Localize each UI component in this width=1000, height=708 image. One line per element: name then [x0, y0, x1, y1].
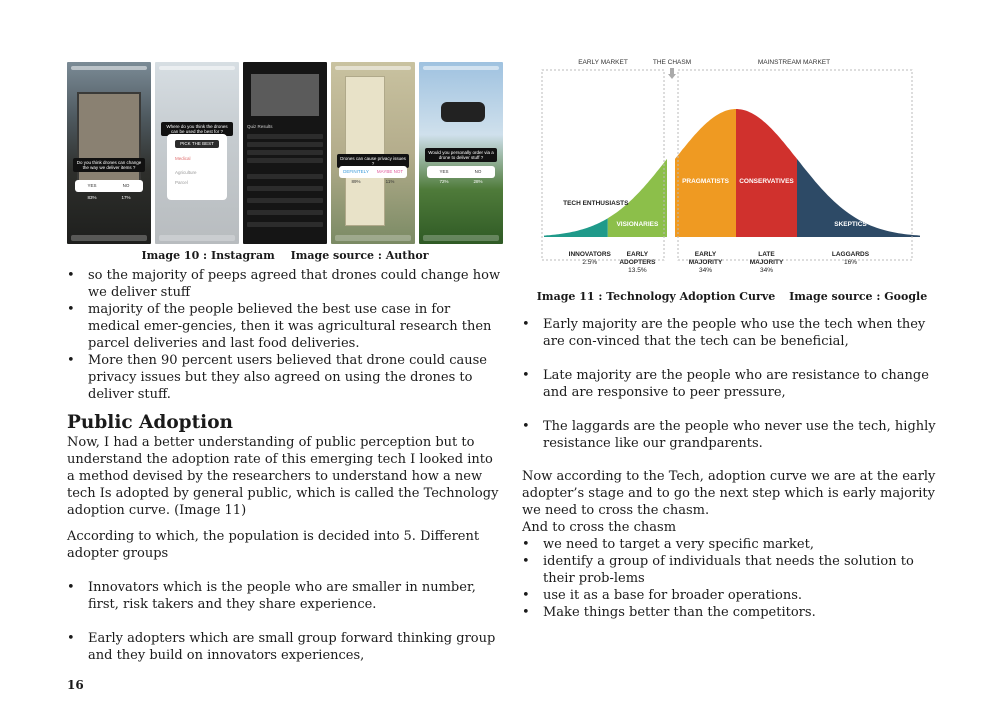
- list-item: • The laggards are the people who never use the tech, highly resistance like our grandparents.: [522, 418, 942, 452]
- section-heading: Public Adoption: [67, 412, 233, 433]
- poll-percent: 89%: [351, 179, 361, 184]
- category-percent: 2.5%: [582, 259, 598, 266]
- story-screenshot-4: [331, 62, 415, 244]
- poll-question: Drones can cause privacy issues ?: [337, 154, 409, 168]
- category-label: INNOVATORS: [568, 251, 611, 258]
- drone-photo: [441, 102, 485, 122]
- story-screenshot-2: [155, 62, 239, 244]
- caption-title: Image 11 : Technology Adoption Curve: [536, 290, 776, 303]
- poll-percent: 17%: [121, 195, 131, 200]
- category-percent: 34%: [698, 267, 713, 274]
- segment-label: TECH ENTHUSIASTS: [563, 200, 629, 207]
- category-label: EARLY: [694, 251, 717, 258]
- list-item: • majority of the people believed the best use case in for medical emer-gencies, then it was agricultural research then parcel deliveries and last food deliveries.: [67, 301, 503, 352]
- poll-results: [427, 178, 495, 186]
- list-item: • More then 90 percent users believed that drone could cause privacy issues but they also agreed on using the drones to deliver stuff.: [67, 352, 503, 403]
- door-photo: [345, 76, 385, 226]
- segment-label: VISIONARIES: [616, 221, 659, 228]
- quiz-card: [167, 134, 227, 200]
- category-percent: 34%: [759, 267, 774, 274]
- adoption-curve-svg: [522, 52, 942, 282]
- market-label-chasm: THE CHASM: [652, 59, 692, 66]
- curve-segment-late-majority: [736, 109, 797, 237]
- story-footer: [335, 235, 411, 241]
- viewer-row: [247, 198, 323, 203]
- story-progress-bar: [71, 66, 147, 70]
- poll-option: MAYBE NOT: [376, 169, 404, 174]
- poll-option: NO: [122, 183, 130, 188]
- quiz-option: Parcel: [175, 180, 188, 185]
- page-number: 16: [67, 678, 84, 692]
- list-item: • Make things better than the competitors.: [522, 604, 942, 621]
- viewer-row: [247, 174, 323, 179]
- story-footer: [159, 235, 235, 241]
- list-item: • so the majority of peeps agreed that drones could change how we deliver stuff: [67, 267, 503, 301]
- curve-segment-innovators: [544, 218, 608, 237]
- caption-source: Image source : Author: [290, 249, 429, 262]
- poll-question: Do you think drones can change the way we deliver items ?: [73, 158, 145, 172]
- category-label: MAJORITY: [749, 259, 784, 266]
- list-item: • Early majority are the people who use the tech when they are con-vinced that the tech can be beneficial,: [522, 316, 942, 350]
- poll-option: NO: [474, 169, 482, 174]
- list-item: • Innovators which is the people who are smaller in number, first, risk takers and they share experience.: [67, 579, 503, 613]
- story-progress-bar: [335, 66, 411, 70]
- results-thumbnail: [251, 74, 319, 116]
- poll-percent: 72%: [439, 179, 449, 184]
- list-item: • identify a group of individuals that needs the solution to their prob-lems: [522, 553, 942, 587]
- poll-results: [339, 178, 407, 186]
- quiz-option: Agriculture: [175, 170, 197, 175]
- list-item: • Late majority are the people who are resistance to change and are responsive to peer pressure,: [522, 367, 942, 401]
- poll-percent: 83%: [87, 195, 97, 200]
- viewer-row: [247, 210, 323, 215]
- chasm-steps-list: [522, 536, 942, 621]
- paragraph: And to cross the chasm: [522, 520, 677, 535]
- right-column: [522, 52, 942, 621]
- result-row: [247, 134, 323, 139]
- caption-title: Image 10 : Instagram: [141, 249, 275, 262]
- poll-option: DEFINITELY: [343, 169, 369, 174]
- adopter-groups-list: [67, 579, 503, 664]
- list-item: • use it as a base for broader operations.: [522, 587, 942, 604]
- list-item: • we need to target a very specific market,: [522, 536, 942, 553]
- category-percent: 13.5%: [628, 267, 647, 274]
- poll-question: Where do you think the drones can be used the best for ?: [161, 122, 233, 136]
- list-item: • Early adopters which are small group forward thinking group and they build on innovators experiences,: [67, 630, 503, 664]
- instagram-screenshots: [67, 62, 503, 244]
- story-progress-bar: [159, 66, 235, 70]
- poll-question: Would you personally order via a drone to deliver stuff ?: [425, 148, 497, 162]
- market-label-early: EARLY MARKET: [578, 59, 628, 66]
- paragraph: Now, I had a better understanding of public perception but to understand the adoption rate of this emerging tech I looked into a method devised by the researchers to understand how a new tech Is adopted by general public, which is called the Technology adoption curve. (Image 11): [67, 435, 499, 518]
- poll-percent: 11%: [385, 179, 395, 184]
- market-label-mainstream: MAINSTREAM MARKET: [757, 59, 831, 66]
- quiz-option: Medical: [175, 156, 191, 161]
- story-progress-bar: [423, 66, 499, 70]
- viewer-row: [247, 222, 323, 227]
- result-row: [247, 158, 323, 163]
- poll-option: YES: [87, 183, 97, 188]
- story-screenshot-3: [243, 62, 327, 244]
- caption-source: Image source : Google: [789, 290, 928, 303]
- adoption-curve-chart: [522, 52, 942, 292]
- paragraph: Now according to the Tech, adoption curve we are at the early adopter’s stage and to go the next step which is early majority we need to cross the chasm.: [522, 469, 936, 518]
- poll-option: YES: [439, 169, 449, 174]
- poll-options: [427, 166, 495, 178]
- poll-results: [75, 194, 143, 202]
- curve-segment-early-majority: [675, 109, 736, 237]
- story-footer: [71, 235, 147, 241]
- story-screenshot-1: [67, 62, 151, 244]
- result-row: [247, 150, 323, 155]
- image-caption: [67, 249, 503, 262]
- category-label: EARLY: [626, 251, 649, 258]
- left-column: [67, 62, 503, 681]
- category-label: LAGGARDS: [831, 251, 870, 258]
- story-footer: [423, 235, 499, 241]
- adopter-groups-list-continued: [522, 316, 942, 452]
- viewer-row: [247, 186, 323, 191]
- category-label: MAJORITY: [688, 259, 723, 266]
- poll-options: [339, 166, 407, 178]
- segment-label: SKEPTICS: [834, 221, 867, 228]
- category-label: ADOPTERS: [619, 259, 656, 266]
- category-percent: 16%: [843, 259, 858, 266]
- quiz-pick-label: PICK THE BEST: [175, 140, 219, 148]
- paragraph: According to which, the population is decided into 5. Different adopter groups: [67, 529, 480, 561]
- story-screenshot-5: [419, 62, 503, 244]
- results-title: Quiz Results: [247, 124, 273, 129]
- segment-label: CONSERVATIVES: [739, 178, 794, 185]
- segment-label: PRAGMATISTS: [682, 178, 729, 185]
- category-label: LATE: [758, 251, 775, 258]
- poll-percent: 28%: [473, 179, 483, 184]
- result-row: [247, 142, 323, 147]
- poll-options: [75, 180, 143, 192]
- chasm-arrow-icon: [668, 68, 676, 79]
- findings-list: [67, 267, 503, 403]
